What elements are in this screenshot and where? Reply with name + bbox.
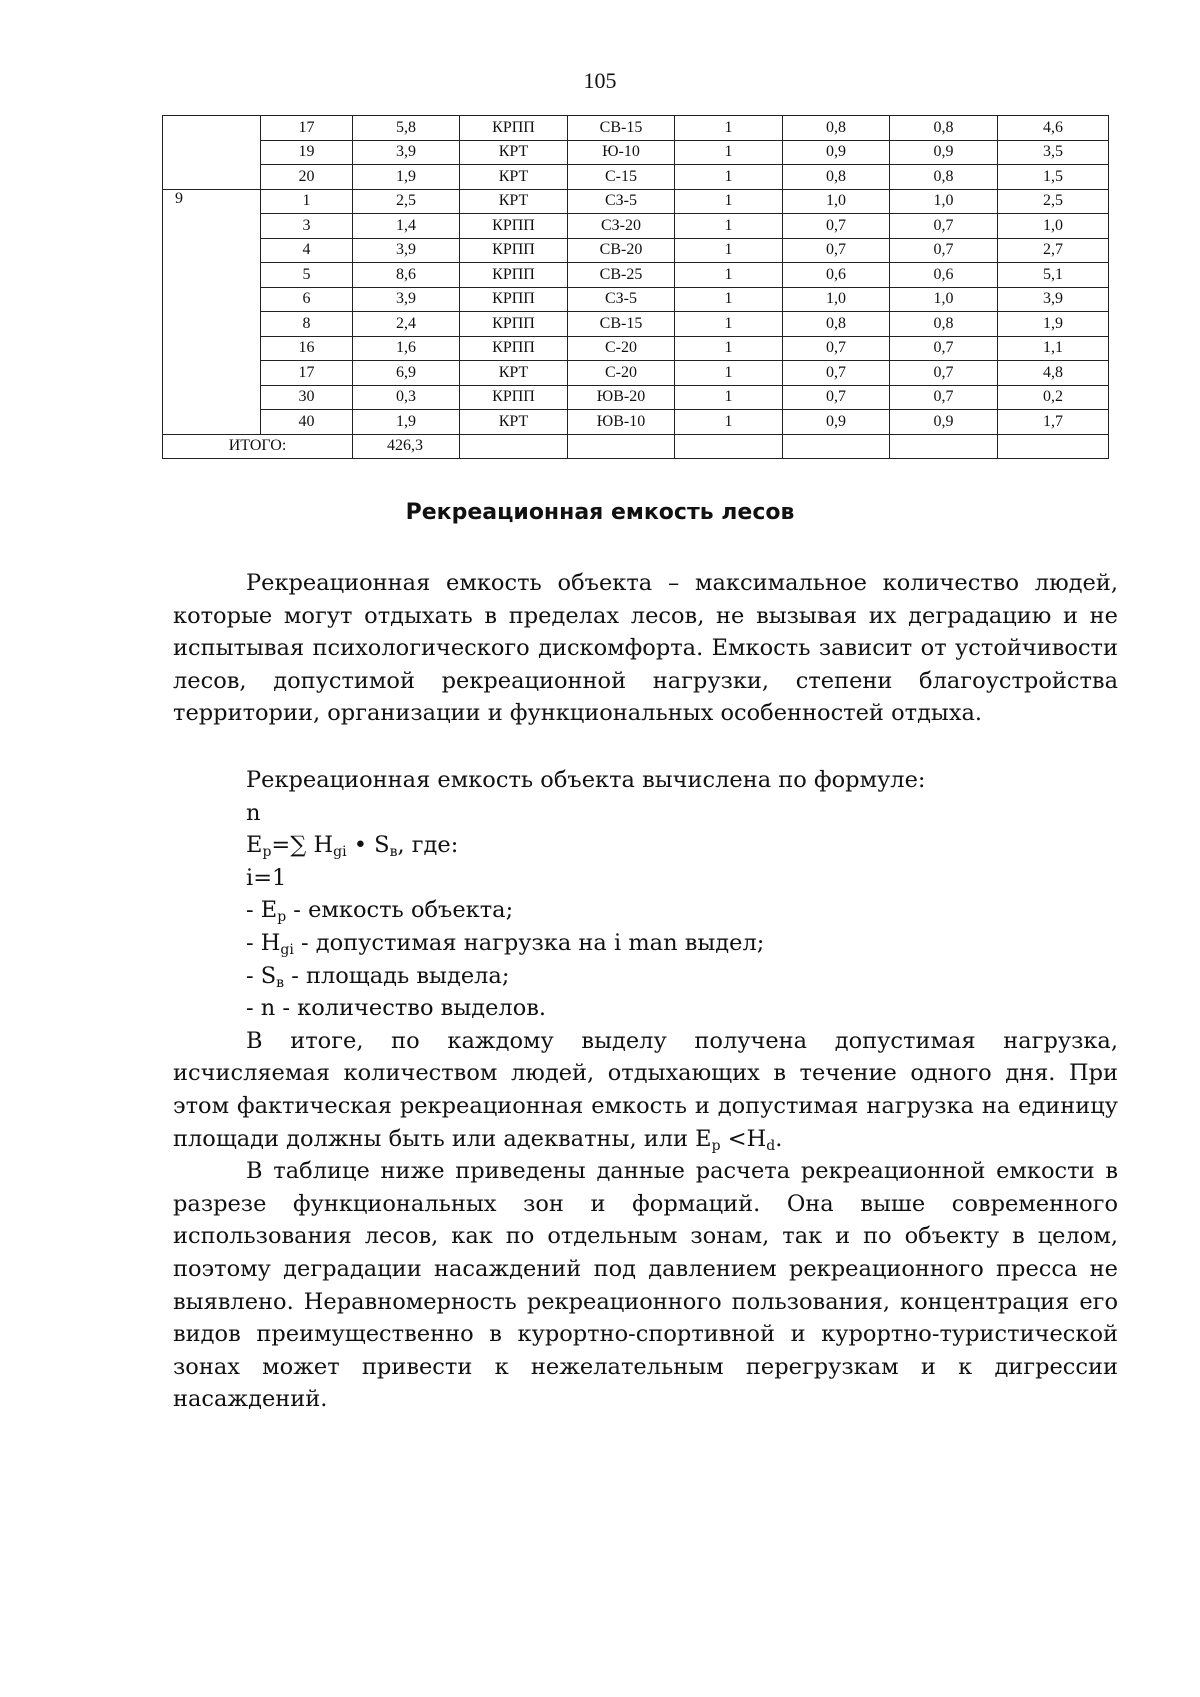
table-row [163,140,1109,165]
table-cell: 1 [675,287,783,312]
table-cell: С-15 [568,165,675,190]
table-cell: 8 [261,312,353,337]
table-cell: ЮВ-20 [568,385,675,410]
table-cell: 5 [261,263,353,288]
table-row [163,385,1109,410]
table-cell: СЗ-20 [568,214,675,239]
table-cell [163,116,261,190]
table-cell: 4,6 [998,116,1109,141]
table-cell: 2,7 [998,238,1109,263]
table-cell: 1,0 [998,214,1109,239]
table-cell: КРПП [460,287,568,312]
table-cell: 3,9 [353,238,460,263]
table-cell: 0,7 [890,385,998,410]
table-cell: СЗ-5 [568,189,675,214]
table-cell: 0,9 [890,140,998,165]
table-row [163,312,1109,337]
table-cell: 3,9 [353,287,460,312]
table-cell: 0,7 [783,361,890,386]
table-row [163,336,1109,361]
table-cell: 1 [675,116,783,141]
table-cell: 1 [675,263,783,288]
body-paragraph: Рекреационная емкость объекта – максимальное количество людей, которые могут отдыхать в пределах лесов, не вызывая их деградацию и не испытывая психологического дискомфорта. Емкость зависит от устойчивости лесов, допустимой рекреационной нагрузки, степени благоустройства территории, организации и функциональных особенностей отдыха. [173,570,1118,727]
body-paragraph: В таблице ниже приведены данные расчета рекреационной емкости в разрезе функциональных зон и формаций. Она выше современного использования лесов, как по отдельным зонам, так и по объекту в целом, поэтому деградации насаждений под давлением рекреационного пресса не выявлено. Неравномерность рекреационного пользования, концентрация его видов преимущественно в курортно-спортивной и курортно-туристической зонах может привести к нежелательным перегрузкам и к дигрессии насаждений. [173,1158,1118,1413]
table-cell: 0,7 [783,336,890,361]
table-cell: 0,8 [783,312,890,337]
table-cell: КРПП [460,385,568,410]
table-cell: 5,8 [353,116,460,141]
table-cell: 0,7 [783,238,890,263]
table-cell: 0,6 [783,263,890,288]
table-cell: КРТ [460,140,568,165]
table-cell: 9 [163,189,261,434]
table-cell: 40 [261,410,353,435]
table-cell: 1 [675,189,783,214]
section-heading: Рекреационная емкость лесов [405,500,795,525]
body-paragraph: В итоге, по каждому выделу получена допустимая нагрузка, исчисляемая количеством людей, отдыхающих в течение одного дня. При этом фактическая рекреационная емкость и допустимая нагрузка на единицу площади должны быть или адекватны, или $Е_р <Н_d$. [173,1027,1118,1154]
table-cell [998,434,1109,459]
table-cell: 3,5 [998,140,1109,165]
table-cell: 5,1 [998,263,1109,288]
table-cell: 0,8 [890,312,998,337]
table-cell: 4,8 [998,361,1109,386]
table-cell: 1,6 [353,336,460,361]
table-cell: СЗ-5 [568,287,675,312]
table-row [163,361,1109,386]
table-cell: 1 [675,336,783,361]
table-cell: 1 [675,361,783,386]
table-cell: КРПП [460,116,568,141]
formula-equation: $Е_р=\sum$ $Н_{gi}$ • $S_в$, где: [246,832,459,861]
table-cell: КРПП [460,312,568,337]
table-row [163,410,1109,435]
table-total-label: ИТОГО: [163,434,353,459]
table-cell: 0,2 [998,385,1109,410]
table-cell: 0,7 [890,336,998,361]
body-paragraph-1-block [173,567,1118,730]
table-cell: 1 [675,165,783,190]
formula-intro: Рекреационная емкость объекта вычислена по формуле: [246,767,926,793]
table-cell: 1 [675,214,783,239]
table-cell: 3,9 [353,140,460,165]
table-cell: ЮВ-10 [568,410,675,435]
page-number: 105 [583,68,617,93]
formula-definition: - $Е_р$ - емкость объекта; [246,897,514,926]
table-cell: 0,8 [783,116,890,141]
table-cell: КРПП [460,238,568,263]
table-cell: 1,0 [890,189,998,214]
table-row [163,116,1109,141]
table-cell: КРТ [460,189,568,214]
table-cell: 0,8 [783,165,890,190]
table-cell: 2,4 [353,312,460,337]
table-cell: 1,9 [998,312,1109,337]
table-cell: 1,1 [998,336,1109,361]
table-cell: 3 [261,214,353,239]
table-cell: 0,3 [353,385,460,410]
table-cell: 1 [261,189,353,214]
table-cell: 16 [261,336,353,361]
table-cell: СВ-25 [568,263,675,288]
table-cell: 0,8 [890,165,998,190]
formula-definition: - $Н_{gi}$ - допустимая нагрузка на i man выдел; [246,929,765,958]
table-cell: 1,9 [353,410,460,435]
table-cell: 1,0 [783,189,890,214]
table-cell: 4 [261,238,353,263]
table-cell: КРТ [460,410,568,435]
table-cell: 6 [261,287,353,312]
table-cell: 1 [675,238,783,263]
table-cell: КРПП [460,336,568,361]
table-cell: 30 [261,385,353,410]
table-cell [568,434,675,459]
table-cell [675,434,783,459]
table-cell: 3,9 [998,287,1109,312]
table-cell: 1,0 [890,287,998,312]
table-cell: 0,9 [783,410,890,435]
table-cell: КРПП [460,214,568,239]
table-cell: Ю-10 [568,140,675,165]
table-row [163,214,1109,239]
table-row [163,189,1109,214]
formula-upper-limit: n [246,799,261,826]
table-cell: 17 [261,361,353,386]
table-row [163,165,1109,190]
formula-definition: - n - количество выделов. [246,995,547,1022]
table-cell: 17 [261,116,353,141]
table-cell: 1,0 [783,287,890,312]
table-cell: 1,9 [353,165,460,190]
table-cell: 1 [675,312,783,337]
table-cell: 1,4 [353,214,460,239]
table-cell: 1,5 [998,165,1109,190]
table-cell: 0,6 [890,263,998,288]
table-row [163,238,1109,263]
table-cell: СВ-15 [568,116,675,141]
table-cell [460,434,568,459]
table-cell: 20 [261,165,353,190]
table-cell: 0,9 [890,410,998,435]
table-row [163,287,1109,312]
table-cell: КРТ [460,361,568,386]
table-cell: 0,9 [783,140,890,165]
formula-block [173,764,1118,1416]
table-cell: 1,7 [998,410,1109,435]
table-cell: СВ-20 [568,238,675,263]
table-cell: 0,8 [890,116,998,141]
table-cell: 2,5 [998,189,1109,214]
table-total-row [163,434,1109,459]
table-cell: 0,7 [890,214,998,239]
table-cell [890,434,998,459]
data-table [162,115,1109,459]
table-cell: 1 [675,385,783,410]
table-cell: 19 [261,140,353,165]
table-cell: 8,6 [353,263,460,288]
table-cell: 0,7 [783,385,890,410]
table-cell: 1 [675,410,783,435]
table-cell [783,434,890,459]
table-cell: 2,5 [353,189,460,214]
table-cell: 0,7 [890,238,998,263]
table-cell: 0,7 [890,361,998,386]
table-cell: 6,9 [353,361,460,386]
table-cell: С-20 [568,361,675,386]
table-cell: КРПП [460,263,568,288]
formula-lower-limit: i=1 [246,864,287,891]
table-cell: СВ-15 [568,312,675,337]
table-row [163,263,1109,288]
table-total-value: 426,3 [353,434,460,459]
table-cell: С-20 [568,336,675,361]
table-cell: 0,7 [783,214,890,239]
table-cell: КРТ [460,165,568,190]
formula-definition: - $S_в$ - площадь выдела; [246,962,510,991]
table-cell: 1 [675,140,783,165]
